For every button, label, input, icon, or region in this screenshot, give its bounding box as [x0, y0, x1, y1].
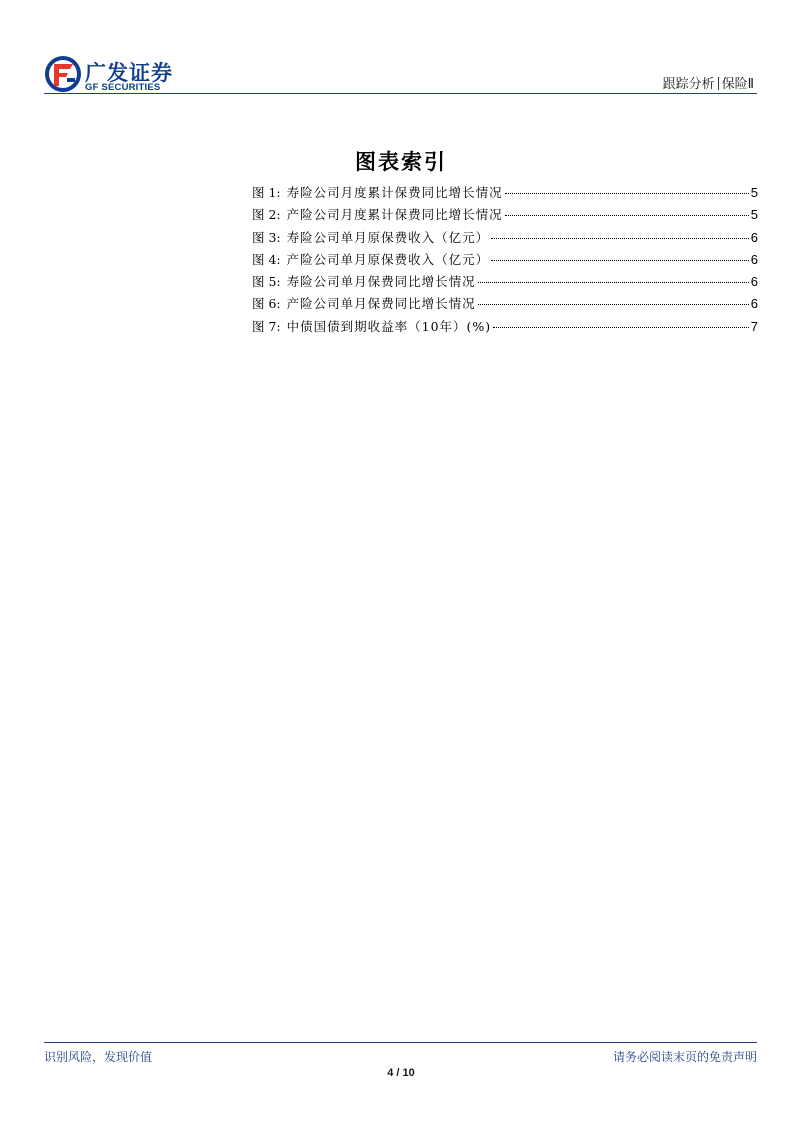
toc-caption: 中债国债到期收益率（10年）(%) — [286, 318, 492, 334]
report-type: 跟踪分析 — [662, 77, 715, 92]
toc-figure-number: 图 7: — [252, 318, 281, 334]
toc-leader-dots — [478, 304, 749, 305]
toc-page-number: 6 — [750, 229, 758, 245]
toc-caption: 产险公司月度累计保费同比增长情况 — [286, 207, 503, 223]
toc-entry[interactable] — [252, 250, 758, 272]
toc-leader-dots — [505, 193, 749, 194]
toc-page-number: 5 — [750, 185, 758, 200]
header-separator — [718, 77, 719, 90]
toc-leader-dots — [491, 238, 749, 239]
toc-entry[interactable] — [252, 183, 758, 205]
header-rule — [44, 93, 757, 94]
toc-figure-number: 图 4: — [252, 251, 281, 267]
toc-leader-dots — [491, 260, 749, 261]
report-sector: 保险Ⅱ — [721, 77, 754, 92]
footer-disclaimer-note: 请务必阅读末页的免责声明 — [612, 1050, 757, 1064]
toc-page-number: 6 — [750, 251, 758, 267]
logo-chinese-name: 广发证券 — [85, 61, 173, 85]
toc-caption: 寿险公司单月保费同比增长情况 — [286, 274, 476, 290]
toc-entry[interactable] — [252, 205, 758, 227]
toc-title: 图表索引 — [355, 149, 447, 174]
gf-logo-mark-icon — [45, 56, 81, 92]
toc-figure-number: 图 5: — [252, 274, 281, 290]
toc-figure-number: 图 1: — [252, 185, 281, 200]
toc-caption: 产险公司单月保费同比增长情况 — [286, 296, 476, 312]
toc-leader-dots — [478, 282, 749, 283]
gf-securities-logo — [45, 56, 180, 96]
footer-slogan: 识别风险，发现价值 — [44, 1050, 153, 1064]
toc-leader-dots — [493, 327, 749, 328]
logo-english-name: GF SECURITIES — [85, 82, 161, 93]
figure-index-list — [252, 183, 758, 339]
page-number: 4 / 10 — [387, 1067, 415, 1079]
toc-entry[interactable] — [252, 272, 758, 294]
toc-entry[interactable] — [252, 317, 758, 339]
toc-page-number: 6 — [750, 296, 758, 312]
toc-caption: 寿险公司月度累计保费同比增长情况 — [286, 185, 503, 200]
toc-figure-number: 图 2: — [252, 207, 281, 223]
report-category — [663, 73, 754, 92]
toc-caption: 寿险公司单月原保费收入（亿元） — [286, 229, 490, 245]
toc-entry[interactable] — [252, 228, 758, 250]
toc-page-number: 6 — [750, 274, 758, 290]
footer-rule — [44, 1042, 757, 1043]
toc-figure-number: 图 3: — [252, 229, 281, 245]
toc-page-number: 5 — [750, 207, 758, 223]
toc-caption: 产险公司单月原保费收入（亿元） — [286, 251, 490, 267]
toc-figure-number: 图 6: — [252, 296, 281, 312]
toc-page-number: 7 — [750, 318, 758, 334]
toc-entry[interactable] — [252, 294, 758, 316]
toc-leader-dots — [505, 215, 749, 216]
